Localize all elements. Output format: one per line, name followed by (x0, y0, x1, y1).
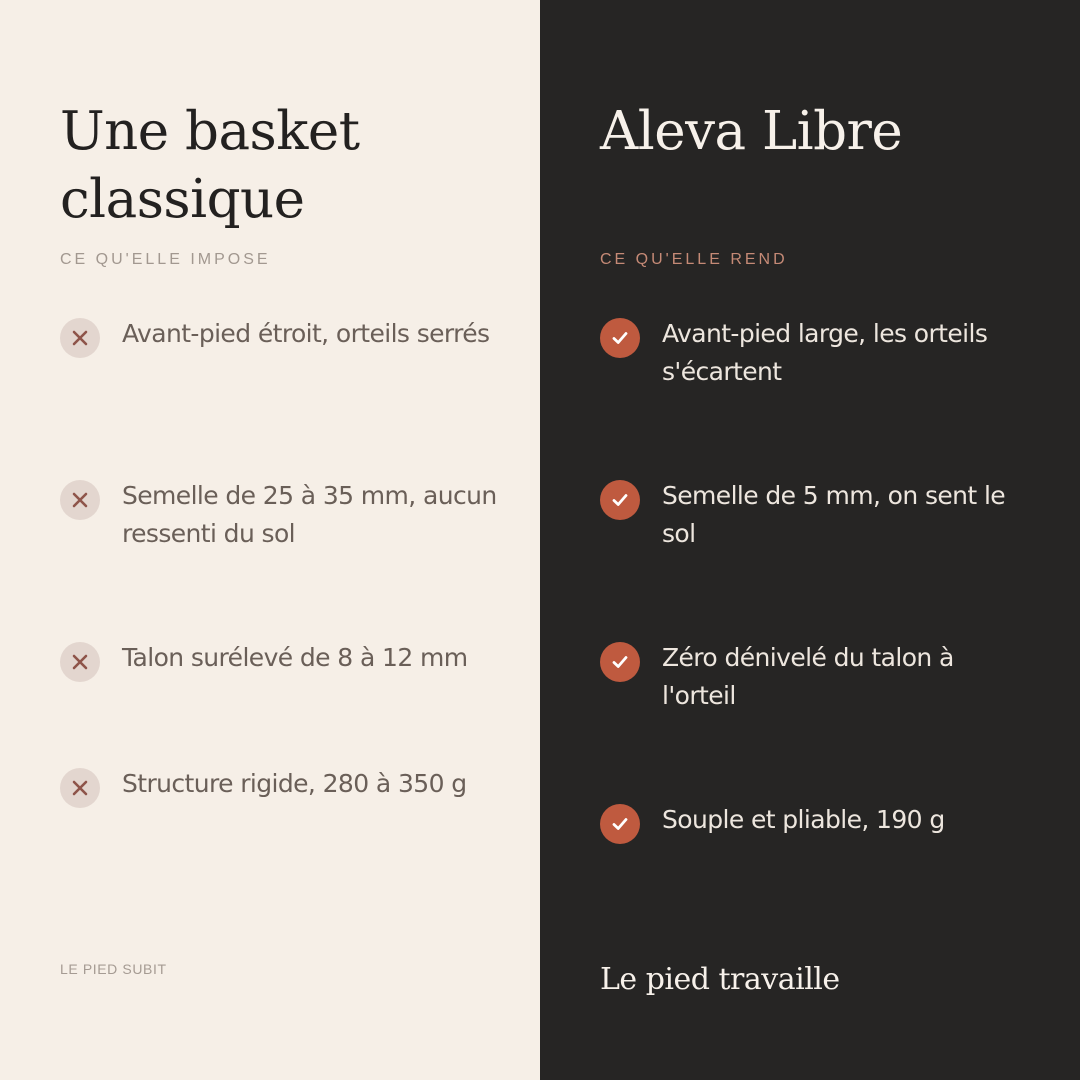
check-icon (600, 318, 640, 358)
list-item (600, 318, 1040, 391)
list-item (600, 642, 1040, 715)
list-item (60, 480, 500, 553)
list-item-text: Talon surélevé de 8 à 12 mm (122, 643, 468, 672)
list-item-text: Semelle de 25 à 35 mm, aucun ressenti du sol (122, 481, 497, 548)
list-item-text: Semelle de 5 mm, on sent le sol (662, 481, 1006, 548)
check-icon (600, 642, 640, 682)
list-item (600, 480, 1040, 553)
classic-sneaker-title: Une basket classique (60, 101, 360, 230)
aleva-libre-title: Aleva Libre (600, 101, 903, 162)
aleva-libre-footer: Le pied travaille (600, 962, 840, 997)
cross-icon (60, 480, 100, 520)
list-item-text: Souple et pliable, 190 g (662, 805, 945, 834)
cross-icon (60, 642, 100, 682)
check-icon (600, 804, 640, 844)
list-item (60, 642, 500, 682)
classic-sneaker-subtitle: CE QU'ELLE IMPOSE (60, 251, 271, 268)
list-item-text: Avant-pied large, les orteils s'écartent (662, 319, 988, 386)
cross-icon (60, 768, 100, 808)
list-item-text: Zéro dénivelé du talon à l'orteil (662, 643, 954, 710)
check-icon (600, 480, 640, 520)
list-item (60, 768, 500, 808)
list-item-text: Avant-pied étroit, orteils serrés (122, 319, 490, 348)
list-item (600, 804, 1040, 844)
aleva-libre-panel (540, 0, 1080, 1080)
classic-sneaker-footer: LE PIED SUBIT (60, 961, 167, 977)
cross-icon (60, 318, 100, 358)
list-item (60, 318, 500, 358)
aleva-libre-subtitle: CE QU'ELLE REND (600, 251, 788, 268)
list-item-text: Structure rigide, 280 à 350 g (122, 769, 467, 798)
